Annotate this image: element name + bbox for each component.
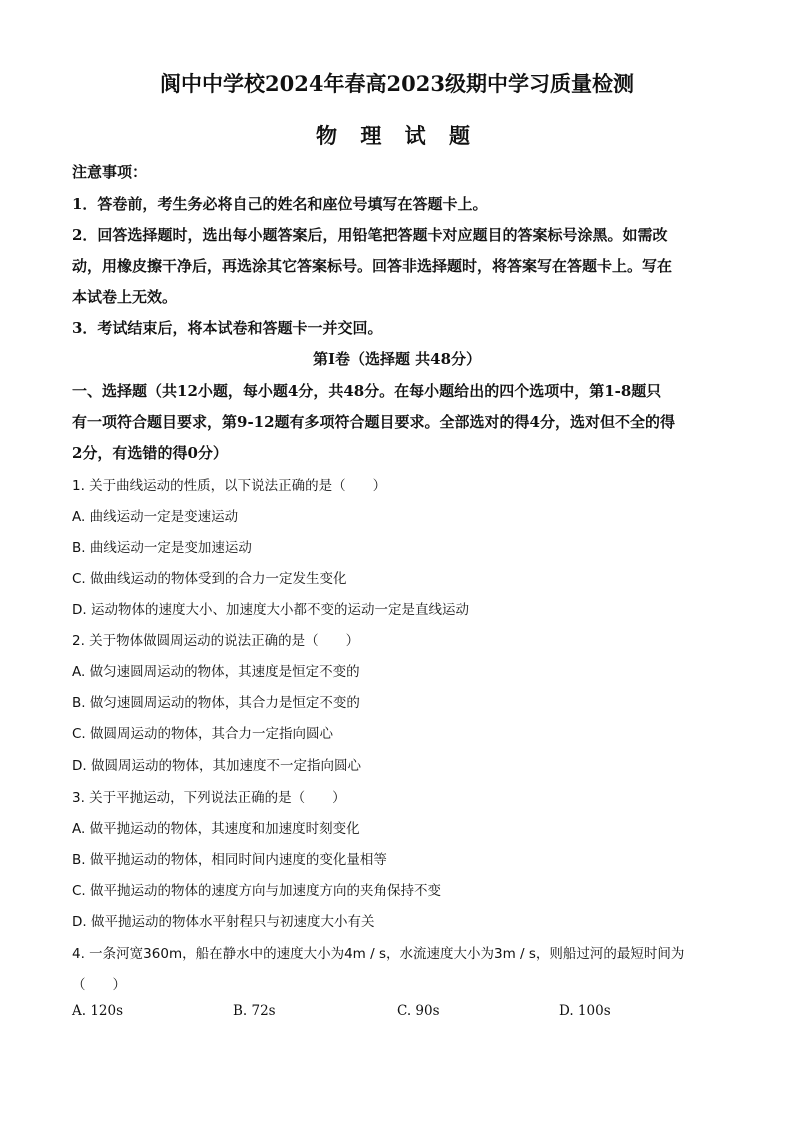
question-1-stem: 1. 关于曲线运动的性质，以下说法正确的是（ ） xyxy=(72,478,387,494)
question-4-stem-line-2: （ ） xyxy=(72,977,126,993)
section-intro-line-2: 有一项符合题目要求，第9-12题有多项符合题目要求。全部选对的得4分，选对但不全的得 xyxy=(72,413,675,431)
question-1-option-d: D. 运动物体的速度大小、加速度大小都不变的运动一定是直线运动 xyxy=(72,602,469,618)
notice-heading: 注意事项： xyxy=(72,163,148,181)
question-3-option-b: B. 做平抛运动的物体，相同时间内速度的变化量相等 xyxy=(72,852,387,868)
notice-item-3: 3．考试结束后，将本试卷和答题卡一并交回。 xyxy=(72,319,383,337)
question-4-options xyxy=(72,1003,722,1023)
question-3-option-a: A. 做平抛运动的物体，其速度和加速度时刻变化 xyxy=(72,821,360,837)
section-intro-line-1: 一、选择题（共12小题，每小题4分，共48分。在每小题给出的四个选项中，第1-8题只 xyxy=(72,382,662,400)
subject-title: 物 理 试 题 xyxy=(316,123,478,148)
question-2-stem: 2. 关于物体做圆周运动的说法正确的是（ ） xyxy=(72,633,360,649)
question-3-stem: 3. 关于平抛运动，下列说法正确的是（ ） xyxy=(72,790,346,806)
notice-item-2-line-3: 本试卷上无效。 xyxy=(72,288,178,306)
exam-title: 阆中中学校2024年春高2023级期中学习质量检测 xyxy=(160,71,634,96)
question-2-option-b: B. 做匀速圆周运动的物体，其合力是恒定不变的 xyxy=(72,695,360,711)
question-1-option-c: C. 做曲线运动的物体受到的合力一定发生变化 xyxy=(72,571,347,587)
notice-item-1: 1．答卷前，考生务必将自己的姓名和座位号填写在答题卡上。 xyxy=(72,195,488,213)
question-4-option-c: C. 90s xyxy=(397,1003,440,1019)
question-2-option-d: D. 做圆周运动的物体，其加速度不一定指向圆心 xyxy=(72,758,361,774)
section-intro-line-3: 2分，有选错的得0分） xyxy=(72,444,228,462)
question-4-option-a: A. 120s xyxy=(72,1003,124,1019)
part-heading: 第Ⅰ卷（选择题 共48分） xyxy=(312,350,482,368)
question-2-option-a: A. 做匀速圆周运动的物体，其速度是恒定不变的 xyxy=(72,664,360,680)
question-3-option-c: C. 做平抛运动的物体的速度方向与加速度方向的夹角保持不变 xyxy=(72,883,442,899)
question-4-option-d: D. 100s xyxy=(559,1003,611,1019)
question-4-option-b: B. 72s xyxy=(233,1003,276,1019)
notice-item-2-line-1: 2．回答选择题时，选出每小题答案后，用铅笔把答题卡对应题目的答案标号涂黑。如需改 xyxy=(72,226,668,244)
notice-item-2-line-2: 动，用橡皮擦干净后，再选涂其它答案标号。回答非选择题时，将答案写在答题卡上。写在 xyxy=(72,257,673,275)
question-3-option-d: D. 做平抛运动的物体水平射程只与初速度大小有关 xyxy=(72,914,375,930)
question-4-stem-line-1: 4. 一条河宽360m，船在静水中的速度大小为4m / s，水流速度大小为3m / s，则船过河的最短时间为 xyxy=(72,946,685,962)
question-2-option-c: C. 做圆周运动的物体，其合力一定指向圆心 xyxy=(72,726,334,742)
question-1-option-b: B. 曲线运动一定是变加速运动 xyxy=(72,540,252,556)
question-1-option-a: A. 曲线运动一定是变速运动 xyxy=(72,509,239,525)
